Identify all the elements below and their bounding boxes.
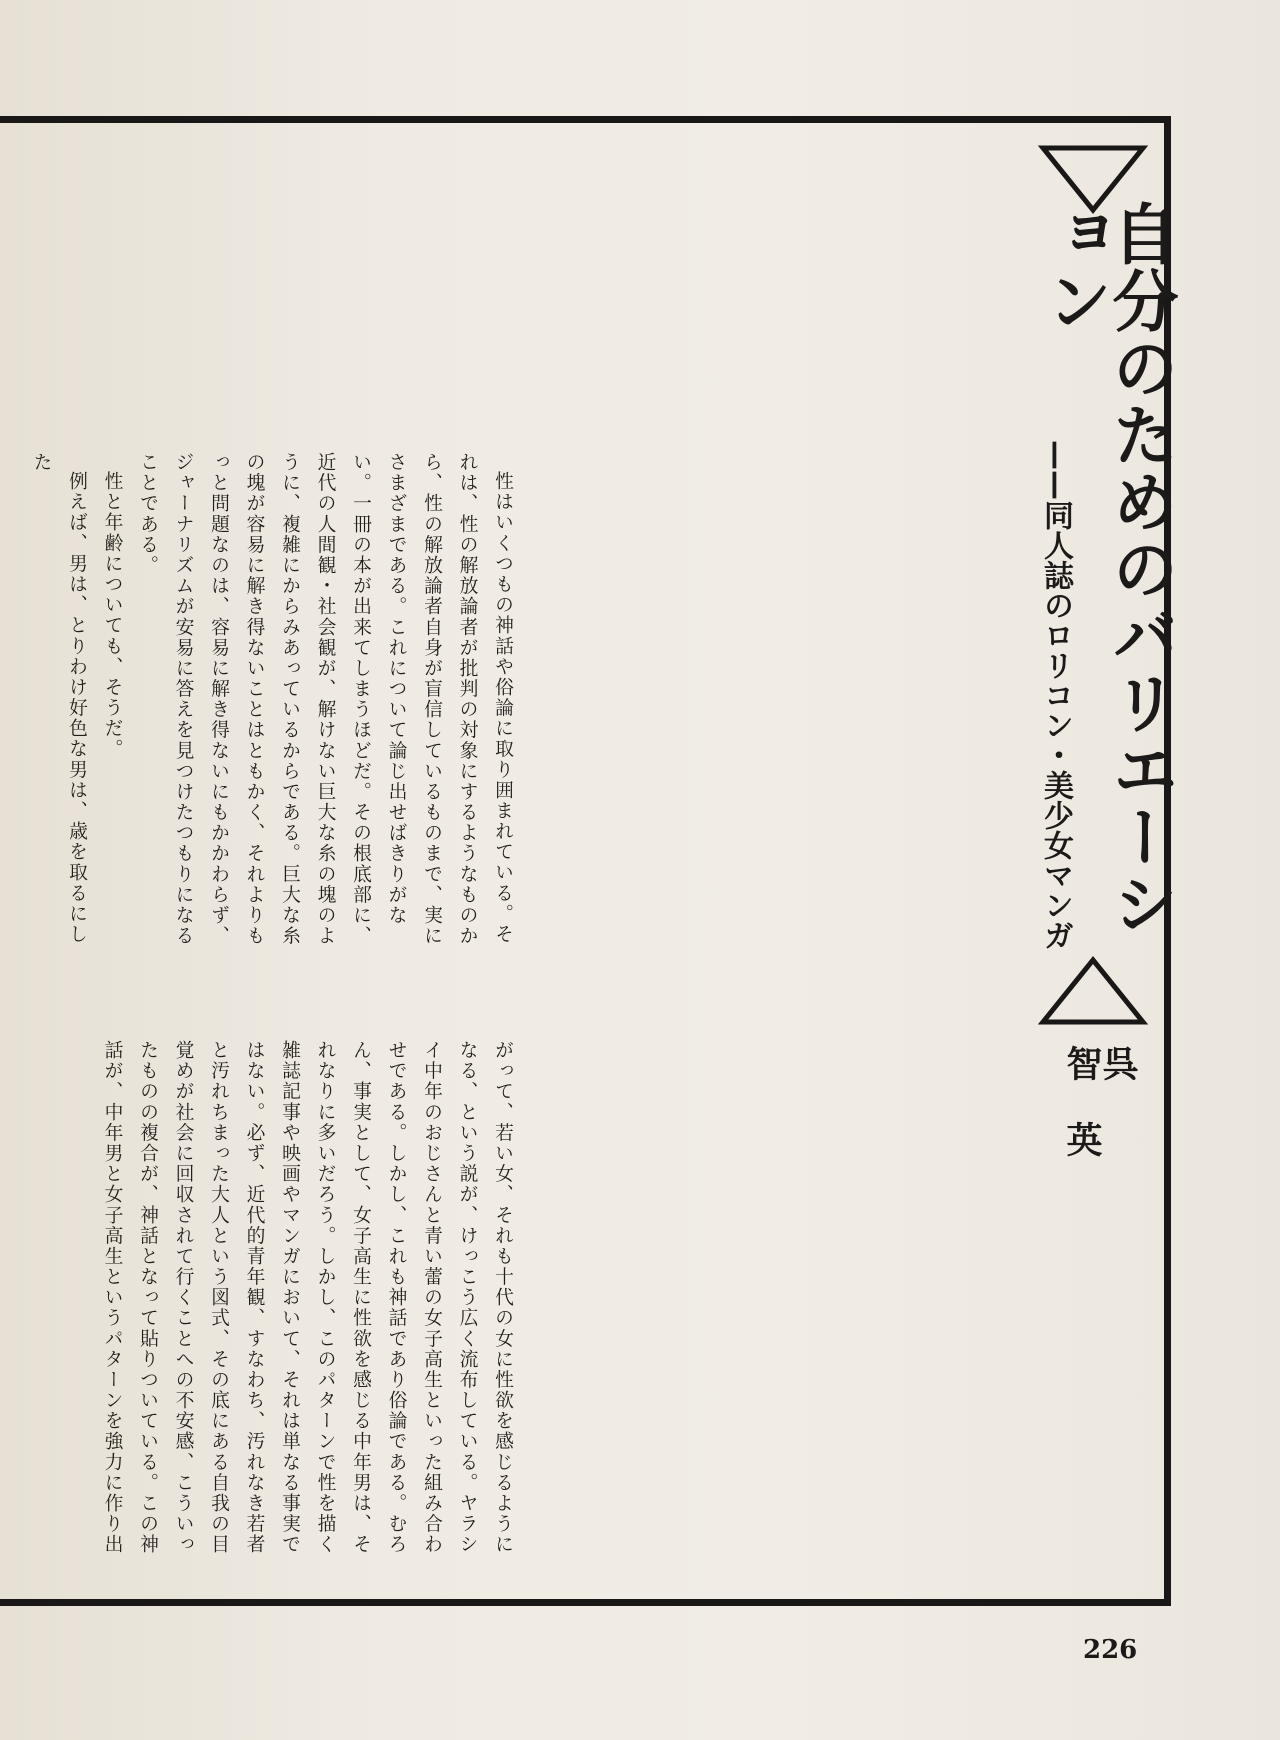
paragraph: 性はいくつもの神話や俗論に取り囲まれている。それは、性の解放論者が批判の対象にするようなものから、性の解放論者自身が盲信しているものまで、実にさまざまである。これについて論じ出せばきりがない。一冊の本が出来てしまうほどだ。その根底部に、近代の人間観・社会観が、解けない巨大な糸の塊のように、複雑にからみあっているからである。巨大な糸の塊が容易に解き得ないことはともかく、それよりもっと問題なのは、容易に解き得ないにもかかわらず、ジャーナリズムが安易に答えを見つけたつもりになることである。: [137, 452, 513, 947]
article-author: 呉 智英: [1061, 1045, 1138, 1197]
article-subtitle: ——同人誌のロリコン・美少女マンガ: [1038, 440, 1073, 950]
triangle-up-ornament: [1038, 955, 1148, 1027]
paragraph: 性と年齢についても、そうだ。: [101, 470, 123, 760]
page-number: 226: [1083, 1635, 1138, 1665]
article-title: 自分のためのバリエーション: [1035, 200, 1178, 937]
body-text-upper: [30, 452, 520, 957]
paragraph: がって、若い女、それも十代の女に性欲を感じるようになる、という説が、けっこう広く流布している。ヤラシイ中年のおじさんと青い蕾の女子高生といった組み合わせである。しかし、これも神話であり俗論である。むろん、事実として、女子高生に性欲を感じる中年男は、それなりに多いだろう。しかし、このパターンで性を描く雑誌記事や映画やマンガにおいて、それは単なる事実ではない。必ず、近代的青年観、すなわち、汚れなき若者と汚れちまった大人という図式、その底にある自我の目覚めが社会に回収されて行くことへの不安感、こういったものの複合が、神話となって貼りついている。この神話が、中年男と女子高生というパターンを強力に作り出: [101, 1040, 513, 1555]
paragraph: 例えば、男は、とりわけ好色な男は、歳を取るにした: [30, 452, 87, 945]
body-text-lower: [101, 1040, 520, 1555]
